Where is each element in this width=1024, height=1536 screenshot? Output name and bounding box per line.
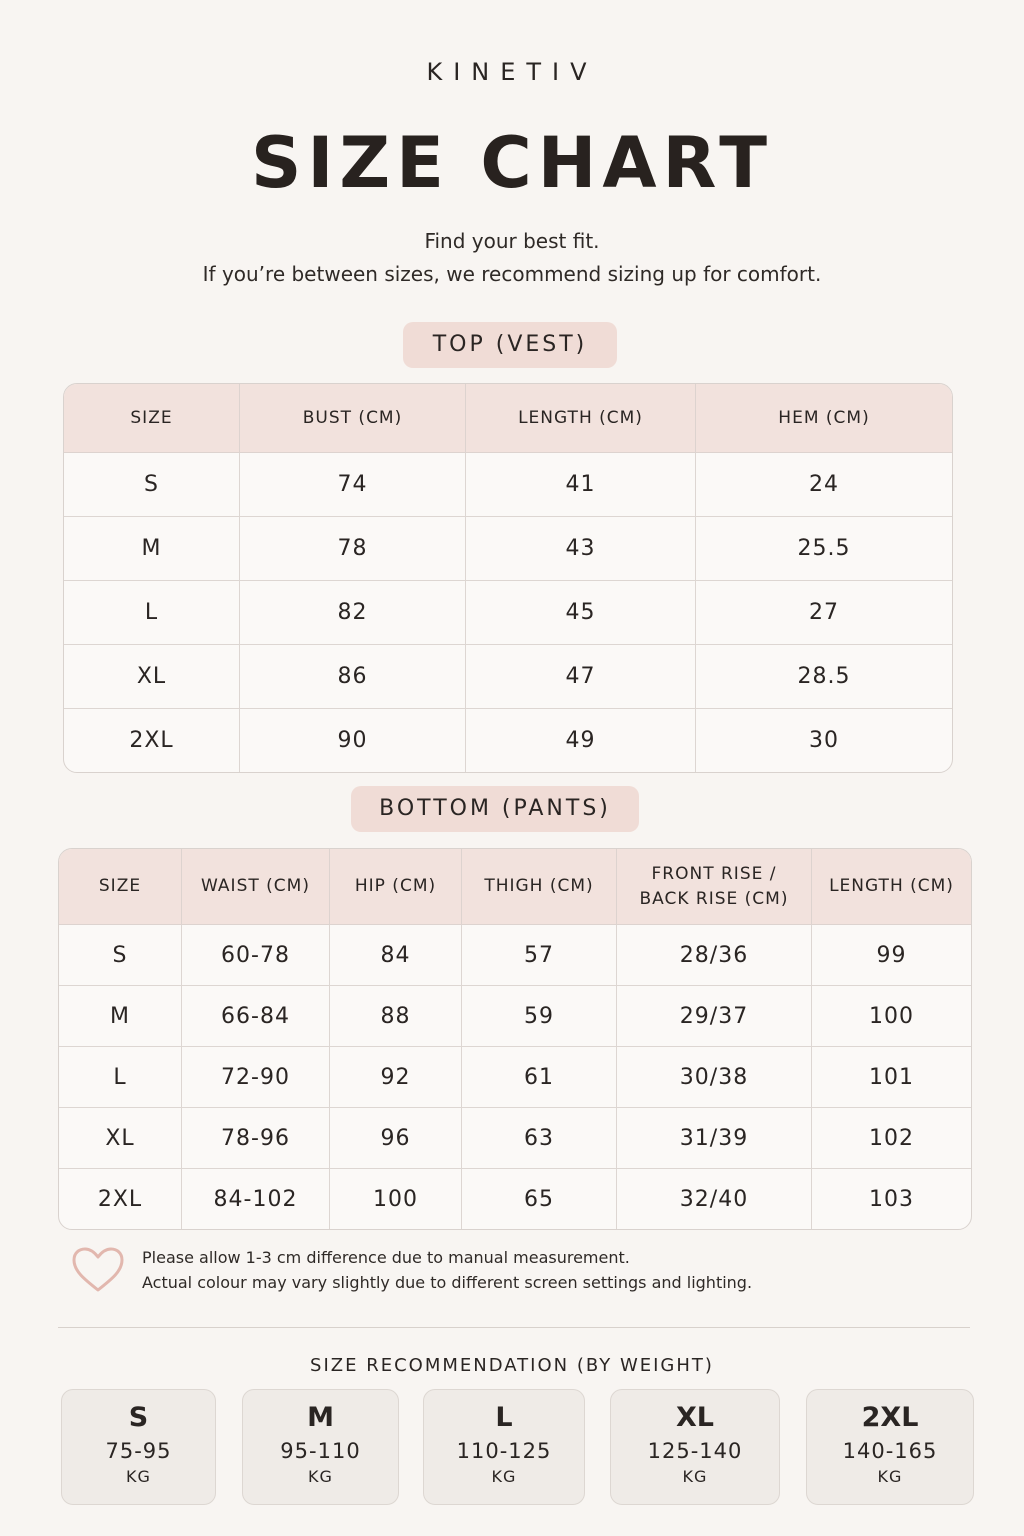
table-cell: 72-90 [182,1047,330,1108]
card-range: 75-95 [105,1439,172,1463]
column-header: BUST (CM) [240,384,466,453]
table-cell: 31/39 [617,1108,812,1169]
top-size-table [63,383,953,773]
card-range: 110-125 [456,1439,552,1463]
card-size: 2XL [861,1402,919,1433]
table-cell: 92 [330,1047,462,1108]
column-header: FRONT RISE / BACK RISE (CM) [617,849,812,925]
table-cell: 43 [466,517,696,581]
weight-card-l [423,1389,585,1505]
table-header-row [59,849,971,925]
table-row [64,645,952,709]
table-cell: 45 [466,581,696,645]
page-title: SIZE CHART [250,122,774,204]
table-cell: 30 [809,728,839,753]
table-cell: 84-102 [182,1169,330,1229]
weight-card-2xl [806,1389,974,1505]
card-unit: KG [126,1467,151,1486]
table-cell: 47 [466,645,696,709]
table-cell: L [64,581,240,645]
table-row [59,986,971,1047]
card-unit: KG [491,1467,517,1486]
table-row [59,1047,971,1108]
table-cell: 29/37 [617,986,812,1047]
divider [58,1327,970,1328]
weight-card-m [242,1389,399,1505]
card-size: XL [675,1402,715,1433]
table-cell: 100 [812,986,971,1047]
table-cell: 30/38 [617,1047,812,1108]
column-header: HEM (CM) [696,384,952,453]
table-cell: 103 [869,1186,914,1212]
table-cell: 84 [330,925,462,986]
table-cell: XL [64,645,240,709]
card-unit: KG [877,1467,903,1486]
card-range: 125-140 [647,1439,743,1463]
table-row [59,1108,971,1169]
subtitle-line-2: If you’re between sizes, we recommend sizing up for comfort. [202,262,822,286]
table-cell: L [59,1047,182,1108]
table-cell: M [59,986,182,1047]
table-cell: S [59,925,182,986]
card-range: 95-110 [280,1439,361,1463]
table-row [59,1169,971,1229]
table-cell: 78-96 [182,1108,330,1169]
table-cell: 57 [462,925,617,986]
table-cell: 63 [462,1108,617,1169]
note-colour: Actual colour may vary slightly due to different screen settings and lighting. [142,1273,753,1292]
column-header: HIP (CM) [330,849,462,925]
brand-logo: KINETIV [426,58,598,86]
table-cell: 60-78 [182,925,330,986]
recommendation-heading: SIZE RECOMMENDATION (BY WEIGHT) [310,1355,714,1376]
card-size: M [307,1402,334,1433]
table-cell: 88 [330,986,462,1047]
table-cell: 32/40 [617,1169,812,1229]
weight-card-xl [610,1389,780,1505]
bottom-size-table [58,848,972,1230]
card-unit: KG [308,1467,333,1486]
table-row [64,453,952,517]
table-cell: 59 [462,986,617,1047]
table-cell: 28.5 [696,645,952,709]
table-row [64,709,952,772]
note-measurement: Please allow 1-3 cm difference due to manual measurement. [142,1248,630,1267]
column-header: WAIST (CM) [182,849,330,925]
table-cell: 2XL [64,709,240,772]
table-cell: 82 [240,581,466,645]
table-row [59,925,971,986]
card-size: L [495,1402,513,1433]
table-cell: 24 [696,453,952,517]
table-cell: 96 [330,1108,462,1169]
column-header: SIZE [64,384,240,453]
card-unit: KG [682,1467,708,1486]
table-cell: S [64,453,240,517]
table-row [64,581,952,645]
table-cell: 74 [240,453,466,517]
column-header: LENGTH (CM) [466,384,696,453]
table-row [64,517,952,581]
top-section-label: TOP (VEST) [403,322,617,368]
table-cell: 78 [240,517,466,581]
bottom-section-label: BOTTOM (PANTS) [351,786,639,832]
table-cell: 25.5 [696,517,952,581]
table-cell: XL [59,1108,182,1169]
table-cell: 27 [696,581,952,645]
card-range: 140-165 [842,1439,938,1463]
table-cell: 90 [240,709,466,772]
table-header-row [64,384,952,453]
table-cell: 65 [462,1169,617,1229]
table-cell: 99 [812,925,971,986]
table-cell: 102 [812,1108,971,1169]
weight-card-s [61,1389,216,1505]
column-header: SIZE [59,849,182,925]
table-cell: 41 [466,453,696,517]
column-header: THIGH (CM) [462,849,617,925]
column-header: LENGTH (CM) [812,849,971,925]
table-cell: 61 [462,1047,617,1108]
table-cell: 49 [466,709,696,772]
card-size: S [128,1402,149,1433]
table-cell: M [64,517,240,581]
heart-icon [70,1245,126,1295]
table-cell: 28/36 [617,925,812,986]
table-cell: 66-84 [182,986,330,1047]
table-cell: 86 [240,645,466,709]
table-cell: 101 [812,1047,971,1108]
table-cell: 2XL [59,1169,182,1229]
table-cell: 100 [330,1169,462,1229]
subtitle-line-1: Find your best fit. [424,229,600,253]
